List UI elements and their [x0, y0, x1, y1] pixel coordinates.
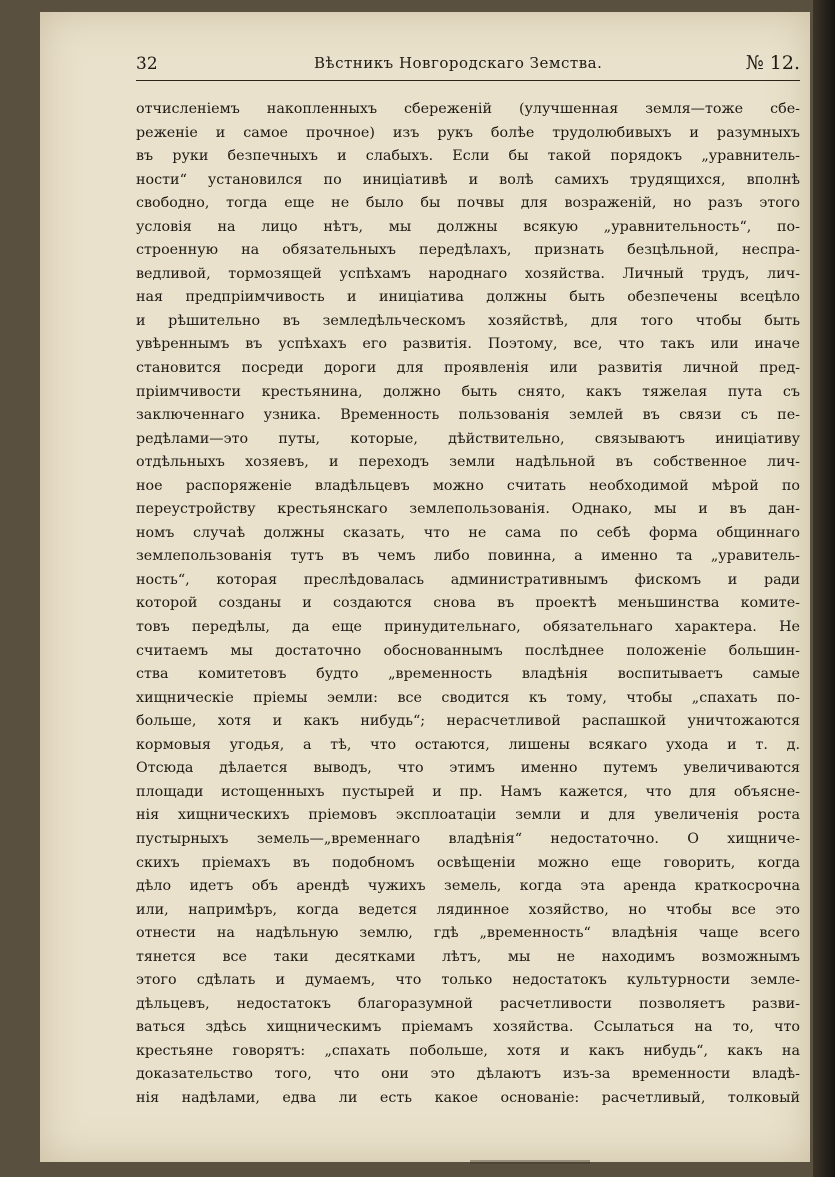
running-title: Вѣстникъ Новгородскаго Земства.	[314, 54, 603, 72]
text-line: тянется все таки десятками лѣтъ, мы не находимъ возможнымъ	[136, 948, 800, 965]
text-line: строенную на обязательныхъ передѣлахъ, признать безцѣльной, неспра-	[136, 242, 800, 259]
text-line: редѣлами—это путы, которые, дѣйствительно, связываютъ иниціативу	[136, 430, 800, 447]
text-line: въ руки безпечныхъ и слабыхъ. Если бы такой порядокъ „уравнитель-	[136, 148, 800, 165]
text-line: заключеннаго узника. Временность пользованія землей въ связи съ пе-	[136, 407, 800, 424]
text-line: дѣльцевъ, недостатокъ благоразумной расчетливости позволяетъ разви-	[136, 995, 800, 1012]
text-line: отнести на надѣльную землю, гдѣ „временность“ владѣнія чаще всего	[136, 925, 800, 942]
text-line: нія хищническихъ пріемовъ эксплоатаціи земли и для увеличенія роста	[136, 807, 800, 824]
text-line: реженіе и самое прочное) изъ рукъ болѣе трудолюбивыхъ и разумныхъ	[136, 124, 800, 141]
text-line: нія надѣлами, едва ли есть какое основаніе: расчетливый, толковый	[136, 1089, 800, 1106]
text-line: ное распоряженіе владѣльцевъ можно считать необходимой мѣрой по	[136, 477, 800, 494]
text-line: ства комитетовъ будто „временность владѣнія воспитываетъ самые	[136, 666, 800, 683]
text-line: которой созданы и создаются снова въ проектѣ меньшинства комите-	[136, 595, 800, 612]
text-line: ная предпріимчивость и иниціатива должны быть обезпечены всецѣло	[136, 289, 800, 306]
text-line: ность“, которая преслѣдовалась административнымъ фискомъ и ради	[136, 571, 800, 588]
text-line: ваться здѣсь хищническимъ пріемамъ хозяйства. Ссылаться на то, что	[136, 1019, 800, 1036]
text-line: доказательство того, что они это дѣлаютъ изъ-за временности владѣ-	[136, 1066, 800, 1083]
text-line: или, напримѣръ, когда ведется лядинное хозяйство, но чтобы все это	[136, 901, 800, 918]
text-line: становится посреди дороги для проявленія или развитія личной пред-	[136, 360, 800, 377]
text-line: отчисленіемъ накопленныхъ сбереженій (улучшенная земля—тоже сбе-	[136, 101, 800, 117]
text-line: товъ передѣлы, да еще принудительнаго, обязательнаго характера. Не	[136, 619, 800, 636]
text-line: скихъ пріемахъ въ подобномъ освѣщеніи можно еще говорить, когда	[136, 854, 800, 871]
text-line: пріимчивости крестьянина, должно быть снято, какъ тяжелая пута съ	[136, 383, 800, 400]
text-line: считаемъ мы достаточно обоснованнымъ послѣднее положеніе большин-	[136, 642, 800, 659]
page-header	[136, 52, 800, 81]
text-line: номъ случаѣ должны сказать, что не сама по себѣ форма общиннаго	[136, 524, 800, 541]
text-line: переустройству крестьянскаго землепользованія. Однако, мы и въ дан-	[136, 501, 800, 518]
body-text	[136, 98, 800, 1111]
text-line: крестьяне говорятъ: „спахать побольше, хотя и какъ нибудь“, какъ на	[136, 1042, 800, 1059]
text-line: землепользованія тутъ въ чемъ либо повинна, а именно та „уравитель-	[136, 548, 800, 565]
text-line: Отсюда дѣлается выводъ, что этимъ именно путемъ увеличиваются	[136, 760, 800, 777]
text-line: ведливой, тормозящей успѣхамъ народнаго хозяйства. Личный трудъ, лич-	[136, 265, 800, 282]
text-line: этого сдѣлать и думаемъ, что только недостатокъ культурности земле-	[136, 972, 800, 989]
text-line: свободно, тогда еще не было бы почвы для возраженій, но разъ этого	[136, 195, 800, 212]
text-line: площади истощенныхъ пустырей и пр. Намъ кажется, что для объясне-	[136, 783, 800, 800]
book-spine-edge	[813, 0, 835, 1177]
text-line: отдѣльныхъ хозяевъ, и переходъ земли надѣльной въ собственное лич-	[136, 454, 800, 471]
text-line: кормовыя угодья, а тѣ, что остаются, лишены всякаго ухода и т. д.	[136, 736, 800, 753]
text-line: хищническіе пріемы эемли: все сводится къ тому, чтобы „спахать по-	[136, 689, 800, 706]
text-line: дѣло идетъ объ арендѣ чужихъ земель, когда эта аренда краткосрочна	[136, 878, 800, 895]
text-line: пустырныхъ земель—„временнаго владѣнія“ недостаточно. О хищниче-	[136, 830, 800, 847]
page-number: 32	[136, 54, 158, 74]
text-line: больше, хотя и какъ нибудь“; нерасчетливой распашкой уничтожаются	[136, 713, 800, 730]
text-line: условія на лицо нѣтъ, мы должны всякую „уравнительность“, по-	[136, 218, 800, 235]
text-line: ности“ установился по иниціативѣ и волѣ самихъ трудящихся, вполнѣ	[136, 171, 800, 188]
text-line: и рѣшительно въ земледѣльческомъ хозяйствѣ, для того чтобы быть	[136, 312, 800, 329]
issue-number: № 12.	[745, 52, 800, 74]
text-line: увѣреннымъ въ успѣхахъ его развитія. Поэтому, все, что такъ или иначе	[136, 336, 800, 353]
scan-artifact	[470, 1160, 590, 1164]
